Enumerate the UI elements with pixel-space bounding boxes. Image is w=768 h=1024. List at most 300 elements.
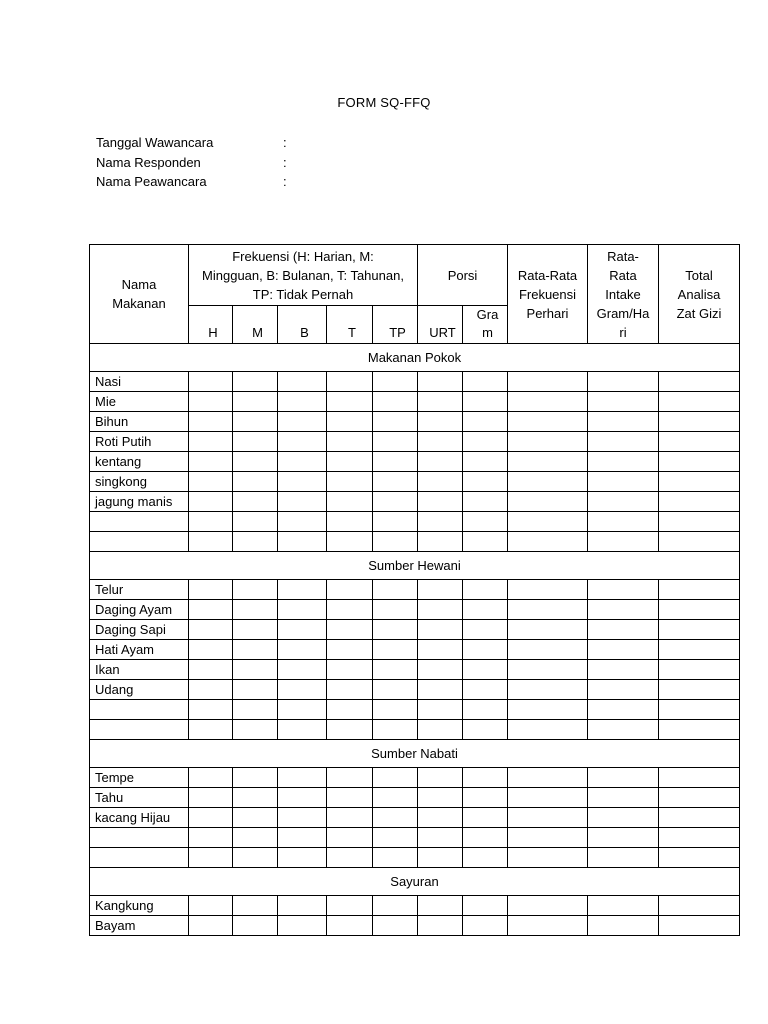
entry-cell[interactable] bbox=[588, 700, 659, 720]
entry-cell[interactable] bbox=[659, 472, 740, 492]
entry-cell[interactable] bbox=[659, 828, 740, 848]
entry-cell[interactable] bbox=[278, 788, 327, 808]
entry-cell[interactable] bbox=[463, 788, 508, 808]
entry-cell[interactable] bbox=[327, 412, 373, 432]
entry-cell[interactable] bbox=[588, 532, 659, 552]
entry-cell[interactable] bbox=[418, 532, 463, 552]
entry-cell[interactable] bbox=[233, 580, 278, 600]
food-name-cell[interactable]: Mie bbox=[90, 392, 189, 412]
entry-cell[interactable] bbox=[233, 896, 278, 916]
entry-cell[interactable] bbox=[463, 680, 508, 700]
food-name-cell[interactable]: Tempe bbox=[90, 768, 189, 788]
entry-cell[interactable] bbox=[278, 412, 327, 432]
entry-cell[interactable] bbox=[418, 392, 463, 412]
header-avg-intake-line1: Rata- bbox=[607, 248, 639, 264]
entry-cell[interactable] bbox=[508, 700, 588, 720]
entry-cell[interactable] bbox=[278, 580, 327, 600]
entry-cell[interactable] bbox=[189, 452, 233, 472]
entry-cell[interactable] bbox=[327, 848, 373, 868]
interviewer-name-label: Nama Peawancara bbox=[96, 174, 207, 189]
header-food-name-line2: Makanan bbox=[112, 296, 166, 311]
food-name-cell[interactable]: Bayam bbox=[90, 916, 189, 936]
entry-cell[interactable] bbox=[418, 680, 463, 700]
header-total-nutrient-line2: Analisa bbox=[677, 286, 721, 302]
entry-cell[interactable] bbox=[659, 916, 740, 936]
entry-cell[interactable] bbox=[418, 620, 463, 640]
entry-cell[interactable] bbox=[588, 640, 659, 660]
entry-cell[interactable] bbox=[189, 580, 233, 600]
entry-cell[interactable] bbox=[659, 452, 740, 472]
section-title: Sumber Nabati bbox=[90, 740, 740, 768]
entry-cell[interactable] bbox=[233, 916, 278, 936]
food-name-cell[interactable]: kentang bbox=[90, 452, 189, 472]
entry-cell[interactable] bbox=[463, 512, 508, 532]
entry-cell[interactable] bbox=[588, 916, 659, 936]
entry-cell[interactable] bbox=[233, 768, 278, 788]
entry-cell[interactable] bbox=[588, 788, 659, 808]
entry-cell[interactable] bbox=[659, 600, 740, 620]
entry-cell[interactable] bbox=[588, 452, 659, 472]
interview-date-label: Tanggal Wawancara bbox=[96, 135, 214, 150]
entry-cell[interactable] bbox=[659, 896, 740, 916]
entry-cell[interactable] bbox=[278, 620, 327, 640]
food-name-cell[interactable]: jagung manis bbox=[90, 492, 189, 512]
table-row bbox=[90, 472, 740, 492]
entry-cell[interactable] bbox=[588, 432, 659, 452]
entry-cell[interactable] bbox=[373, 896, 418, 916]
entry-cell[interactable] bbox=[189, 660, 233, 680]
entry-cell[interactable] bbox=[373, 828, 418, 848]
entry-cell[interactable] bbox=[463, 580, 508, 600]
food-name-cell[interactable]: kacang Hijau bbox=[90, 808, 189, 828]
entry-cell[interactable] bbox=[373, 788, 418, 808]
entry-cell[interactable] bbox=[233, 452, 278, 472]
entry-cell[interactable] bbox=[373, 680, 418, 700]
sqffq-table bbox=[89, 244, 740, 936]
entry-cell[interactable] bbox=[278, 392, 327, 412]
entry-cell[interactable] bbox=[463, 848, 508, 868]
header-food-name bbox=[90, 245, 189, 344]
entry-cell[interactable] bbox=[659, 720, 740, 740]
entry-cell[interactable] bbox=[588, 896, 659, 916]
entry-cell[interactable] bbox=[327, 896, 373, 916]
entry-cell[interactable] bbox=[588, 720, 659, 740]
entry-cell[interactable] bbox=[327, 392, 373, 412]
entry-cell[interactable] bbox=[373, 432, 418, 452]
entry-cell[interactable] bbox=[588, 512, 659, 532]
table-row bbox=[90, 896, 740, 916]
table-row bbox=[90, 372, 740, 392]
food-name-cell[interactable]: Tahu bbox=[90, 788, 189, 808]
entry-cell[interactable] bbox=[463, 452, 508, 472]
entry-cell[interactable] bbox=[278, 848, 327, 868]
entry-cell[interactable] bbox=[189, 896, 233, 916]
entry-cell[interactable] bbox=[189, 620, 233, 640]
entry-cell[interactable] bbox=[233, 848, 278, 868]
entry-cell[interactable] bbox=[588, 828, 659, 848]
food-name-cell[interactable]: Hati Ayam bbox=[90, 640, 189, 660]
entry-cell[interactable] bbox=[327, 680, 373, 700]
entry-cell[interactable] bbox=[418, 828, 463, 848]
entry-cell[interactable] bbox=[418, 788, 463, 808]
entry-cell[interactable] bbox=[278, 512, 327, 532]
entry-cell[interactable] bbox=[189, 720, 233, 740]
header-portion-gram-line2: m bbox=[482, 325, 493, 340]
entry-cell[interactable] bbox=[659, 532, 740, 552]
entry-cell[interactable] bbox=[327, 452, 373, 472]
entry-cell[interactable] bbox=[463, 768, 508, 788]
entry-cell[interactable] bbox=[418, 896, 463, 916]
entry-cell[interactable] bbox=[659, 512, 740, 532]
entry-cell[interactable] bbox=[189, 680, 233, 700]
entry-cell[interactable] bbox=[659, 392, 740, 412]
table-row bbox=[90, 392, 740, 412]
entry-cell[interactable] bbox=[327, 808, 373, 828]
entry-cell[interactable] bbox=[659, 492, 740, 512]
header-portion-gram-line1: Gra bbox=[476, 307, 499, 322]
entry-cell[interactable] bbox=[463, 372, 508, 392]
table-row bbox=[90, 680, 740, 700]
entry-cell[interactable] bbox=[418, 512, 463, 532]
entry-cell[interactable] bbox=[233, 828, 278, 848]
entry-cell[interactable] bbox=[373, 640, 418, 660]
entry-cell[interactable] bbox=[418, 372, 463, 392]
entry-cell[interactable] bbox=[373, 412, 418, 432]
entry-cell[interactable] bbox=[508, 512, 588, 532]
entry-cell[interactable] bbox=[278, 916, 327, 936]
entry-cell[interactable] bbox=[373, 452, 418, 472]
entry-cell[interactable] bbox=[278, 896, 327, 916]
entry-cell[interactable] bbox=[588, 660, 659, 680]
entry-cell[interactable] bbox=[189, 640, 233, 660]
header-avg-intake-line2: Rata bbox=[609, 267, 637, 283]
entry-cell[interactable] bbox=[233, 472, 278, 492]
entry-cell[interactable] bbox=[463, 600, 508, 620]
entry-cell[interactable] bbox=[278, 532, 327, 552]
interview-date-colon: : bbox=[283, 135, 287, 150]
entry-cell[interactable] bbox=[278, 452, 327, 472]
section-title: Sumber Hewani bbox=[90, 552, 740, 580]
entry-cell[interactable] bbox=[189, 432, 233, 452]
entry-cell[interactable] bbox=[233, 392, 278, 412]
entry-cell[interactable] bbox=[327, 512, 373, 532]
header-avg-intake-line3: Intake bbox=[605, 286, 641, 302]
section-row bbox=[90, 868, 740, 896]
entry-cell[interactable] bbox=[278, 472, 327, 492]
entry-cell[interactable] bbox=[418, 452, 463, 472]
food-name-cell[interactable]: Udang bbox=[90, 680, 189, 700]
food-name-cell[interactable]: Ikan bbox=[90, 660, 189, 680]
entry-cell[interactable] bbox=[278, 828, 327, 848]
food-name-cell[interactable]: Kangkung bbox=[90, 896, 189, 916]
entry-cell[interactable] bbox=[418, 916, 463, 936]
entry-cell[interactable] bbox=[588, 392, 659, 412]
entry-cell[interactable] bbox=[278, 660, 327, 680]
entry-cell[interactable] bbox=[327, 600, 373, 620]
food-name-cell[interactable]: Telur bbox=[90, 580, 189, 600]
entry-cell[interactable] bbox=[189, 532, 233, 552]
entry-cell[interactable] bbox=[508, 660, 588, 680]
entry-cell[interactable] bbox=[373, 600, 418, 620]
entry-cell[interactable] bbox=[508, 828, 588, 848]
entry-cell[interactable] bbox=[659, 700, 740, 720]
entry-cell[interactable] bbox=[588, 492, 659, 512]
entry-cell[interactable] bbox=[508, 392, 588, 412]
entry-cell[interactable] bbox=[189, 808, 233, 828]
entry-cell[interactable] bbox=[233, 412, 278, 432]
entry-cell[interactable] bbox=[373, 720, 418, 740]
entry-cell[interactable] bbox=[327, 788, 373, 808]
entry-cell[interactable] bbox=[659, 412, 740, 432]
entry-cell[interactable] bbox=[418, 600, 463, 620]
table-row bbox=[90, 916, 740, 936]
entry-cell[interactable] bbox=[189, 828, 233, 848]
info-row-respondent-name bbox=[96, 153, 356, 173]
entry-cell[interactable] bbox=[278, 492, 327, 512]
entry-cell[interactable] bbox=[418, 472, 463, 492]
entry-cell[interactable] bbox=[373, 580, 418, 600]
entry-cell[interactable] bbox=[373, 808, 418, 828]
food-name-cell[interactable] bbox=[90, 720, 189, 740]
entry-cell[interactable] bbox=[327, 828, 373, 848]
table-row bbox=[90, 492, 740, 512]
entry-cell[interactable] bbox=[278, 700, 327, 720]
entry-cell[interactable] bbox=[508, 916, 588, 936]
header-portion bbox=[418, 245, 508, 306]
entry-cell[interactable] bbox=[233, 680, 278, 700]
header-avg-frequency bbox=[508, 245, 588, 344]
entry-cell[interactable] bbox=[508, 768, 588, 788]
entry-cell[interactable] bbox=[233, 492, 278, 512]
entry-cell[interactable] bbox=[463, 472, 508, 492]
respondent-name-colon: : bbox=[283, 154, 287, 170]
entry-cell[interactable] bbox=[327, 916, 373, 936]
entry-cell[interactable] bbox=[373, 512, 418, 532]
entry-cell[interactable] bbox=[508, 896, 588, 916]
food-name-cell[interactable] bbox=[90, 512, 189, 532]
entry-cell[interactable] bbox=[278, 372, 327, 392]
entry-cell[interactable] bbox=[463, 808, 508, 828]
food-name-cell[interactable] bbox=[90, 848, 189, 868]
entry-cell[interactable] bbox=[508, 532, 588, 552]
entry-cell[interactable] bbox=[659, 788, 740, 808]
entry-cell[interactable] bbox=[508, 720, 588, 740]
table-row bbox=[90, 580, 740, 600]
food-name-cell[interactable]: Roti Putih bbox=[90, 432, 189, 452]
entry-cell[interactable] bbox=[463, 640, 508, 660]
entry-cell[interactable] bbox=[233, 700, 278, 720]
entry-cell[interactable] bbox=[508, 452, 588, 472]
entry-cell[interactable] bbox=[463, 916, 508, 936]
entry-cell[interactable] bbox=[327, 620, 373, 640]
entry-cell[interactable] bbox=[659, 808, 740, 828]
food-name-cell[interactable]: Daging Sapi bbox=[90, 620, 189, 640]
entry-cell[interactable] bbox=[189, 412, 233, 432]
entry-cell[interactable] bbox=[373, 700, 418, 720]
entry-cell[interactable] bbox=[373, 472, 418, 492]
entry-cell[interactable] bbox=[189, 848, 233, 868]
entry-cell[interactable] bbox=[373, 916, 418, 936]
entry-cell[interactable] bbox=[233, 532, 278, 552]
entry-cell[interactable] bbox=[373, 660, 418, 680]
entry-cell[interactable] bbox=[508, 680, 588, 700]
entry-cell[interactable] bbox=[327, 532, 373, 552]
entry-cell[interactable] bbox=[659, 372, 740, 392]
entry-cell[interactable] bbox=[278, 768, 327, 788]
respondent-name-label: Nama Responden bbox=[96, 154, 201, 170]
entry-cell[interactable] bbox=[233, 372, 278, 392]
section-title: Makanan Pokok bbox=[90, 344, 740, 372]
header-portion-urt: URT bbox=[418, 306, 463, 344]
entry-cell[interactable] bbox=[373, 768, 418, 788]
entry-cell[interactable] bbox=[233, 620, 278, 640]
entry-cell[interactable] bbox=[373, 532, 418, 552]
entry-cell[interactable] bbox=[418, 432, 463, 452]
entry-cell[interactable] bbox=[418, 492, 463, 512]
entry-cell[interactable] bbox=[189, 916, 233, 936]
entry-cell[interactable] bbox=[659, 620, 740, 640]
entry-cell[interactable] bbox=[463, 492, 508, 512]
entry-cell[interactable] bbox=[508, 492, 588, 512]
entry-cell[interactable] bbox=[418, 700, 463, 720]
entry-cell[interactable] bbox=[373, 492, 418, 512]
entry-cell[interactable] bbox=[327, 768, 373, 788]
entry-cell[interactable] bbox=[189, 492, 233, 512]
entry-cell[interactable] bbox=[418, 412, 463, 432]
entry-cell[interactable] bbox=[508, 848, 588, 868]
entry-cell[interactable] bbox=[233, 788, 278, 808]
table-row bbox=[90, 452, 740, 472]
entry-cell[interactable] bbox=[463, 532, 508, 552]
entry-cell[interactable] bbox=[327, 720, 373, 740]
entry-cell[interactable] bbox=[327, 700, 373, 720]
entry-cell[interactable] bbox=[189, 788, 233, 808]
entry-cell[interactable] bbox=[463, 660, 508, 680]
entry-cell[interactable] bbox=[189, 700, 233, 720]
entry-cell[interactable] bbox=[373, 848, 418, 868]
entry-cell[interactable] bbox=[278, 808, 327, 828]
entry-cell[interactable] bbox=[189, 768, 233, 788]
entry-cell[interactable] bbox=[659, 640, 740, 660]
entry-cell[interactable] bbox=[588, 412, 659, 432]
entry-cell[interactable] bbox=[233, 432, 278, 452]
entry-cell[interactable] bbox=[418, 808, 463, 828]
entry-cell[interactable] bbox=[418, 660, 463, 680]
entry-cell[interactable] bbox=[278, 600, 327, 620]
entry-cell[interactable] bbox=[233, 640, 278, 660]
entry-cell[interactable] bbox=[373, 392, 418, 412]
entry-cell[interactable] bbox=[659, 848, 740, 868]
entry-cell[interactable] bbox=[418, 720, 463, 740]
entry-cell[interactable] bbox=[463, 412, 508, 432]
entry-cell[interactable] bbox=[508, 640, 588, 660]
entry-cell[interactable] bbox=[278, 432, 327, 452]
entry-cell[interactable] bbox=[189, 512, 233, 532]
food-name-cell[interactable]: Bihun bbox=[90, 412, 189, 432]
entry-cell[interactable] bbox=[327, 640, 373, 660]
entry-cell[interactable] bbox=[373, 620, 418, 640]
entry-cell[interactable] bbox=[463, 700, 508, 720]
entry-cell[interactable] bbox=[588, 580, 659, 600]
entry-cell[interactable] bbox=[588, 848, 659, 868]
entry-cell[interactable] bbox=[418, 848, 463, 868]
entry-cell[interactable] bbox=[659, 768, 740, 788]
section-row bbox=[90, 740, 740, 768]
entry-cell[interactable] bbox=[508, 600, 588, 620]
entry-cell[interactable] bbox=[588, 768, 659, 788]
entry-cell[interactable] bbox=[233, 720, 278, 740]
entry-cell[interactable] bbox=[588, 600, 659, 620]
entry-cell[interactable] bbox=[233, 512, 278, 532]
food-name-cell[interactable]: singkong bbox=[90, 472, 189, 492]
food-name-cell[interactable] bbox=[90, 532, 189, 552]
entry-cell[interactable] bbox=[327, 580, 373, 600]
entry-cell[interactable] bbox=[373, 372, 418, 392]
entry-cell[interactable] bbox=[588, 808, 659, 828]
entry-cell[interactable] bbox=[463, 432, 508, 452]
entry-cell[interactable] bbox=[463, 392, 508, 412]
entry-cell[interactable] bbox=[327, 372, 373, 392]
entry-cell[interactable] bbox=[508, 472, 588, 492]
entry-cell[interactable] bbox=[508, 372, 588, 392]
entry-cell[interactable] bbox=[588, 680, 659, 700]
entry-cell[interactable] bbox=[418, 640, 463, 660]
entry-cell[interactable] bbox=[327, 660, 373, 680]
entry-cell[interactable] bbox=[418, 768, 463, 788]
table-row bbox=[90, 828, 740, 848]
food-name-cell[interactable] bbox=[90, 828, 189, 848]
entry-cell[interactable] bbox=[588, 620, 659, 640]
entry-cell[interactable] bbox=[508, 580, 588, 600]
entry-cell[interactable] bbox=[278, 680, 327, 700]
entry-cell[interactable] bbox=[189, 472, 233, 492]
food-name-cell[interactable] bbox=[90, 700, 189, 720]
table-row bbox=[90, 512, 740, 532]
entry-cell[interactable] bbox=[189, 600, 233, 620]
entry-cell[interactable] bbox=[463, 620, 508, 640]
entry-cell[interactable] bbox=[588, 472, 659, 492]
entry-cell[interactable] bbox=[508, 412, 588, 432]
entry-cell[interactable] bbox=[659, 680, 740, 700]
entry-cell[interactable] bbox=[463, 828, 508, 848]
entry-cell[interactable] bbox=[189, 372, 233, 392]
entry-cell[interactable] bbox=[508, 788, 588, 808]
entry-cell[interactable] bbox=[418, 580, 463, 600]
entry-cell[interactable] bbox=[327, 472, 373, 492]
entry-cell[interactable] bbox=[233, 660, 278, 680]
entry-cell[interactable] bbox=[659, 580, 740, 600]
entry-cell[interactable] bbox=[233, 600, 278, 620]
food-name-cell[interactable]: Nasi bbox=[90, 372, 189, 392]
entry-cell[interactable] bbox=[327, 492, 373, 512]
entry-cell[interactable] bbox=[233, 808, 278, 828]
header-avg-intake-line5: ri bbox=[619, 324, 627, 340]
entry-cell[interactable] bbox=[659, 660, 740, 680]
food-name-cell[interactable]: Daging Ayam bbox=[90, 600, 189, 620]
entry-cell[interactable] bbox=[508, 808, 588, 828]
entry-cell[interactable] bbox=[508, 620, 588, 640]
entry-cell[interactable] bbox=[189, 392, 233, 412]
entry-cell[interactable] bbox=[463, 896, 508, 916]
entry-cell[interactable] bbox=[463, 720, 508, 740]
entry-cell[interactable] bbox=[327, 432, 373, 452]
entry-cell[interactable] bbox=[588, 372, 659, 392]
header-frequency bbox=[189, 245, 418, 306]
entry-cell[interactable] bbox=[278, 720, 327, 740]
entry-cell[interactable] bbox=[659, 432, 740, 452]
entry-cell[interactable] bbox=[278, 640, 327, 660]
entry-cell[interactable] bbox=[508, 432, 588, 452]
